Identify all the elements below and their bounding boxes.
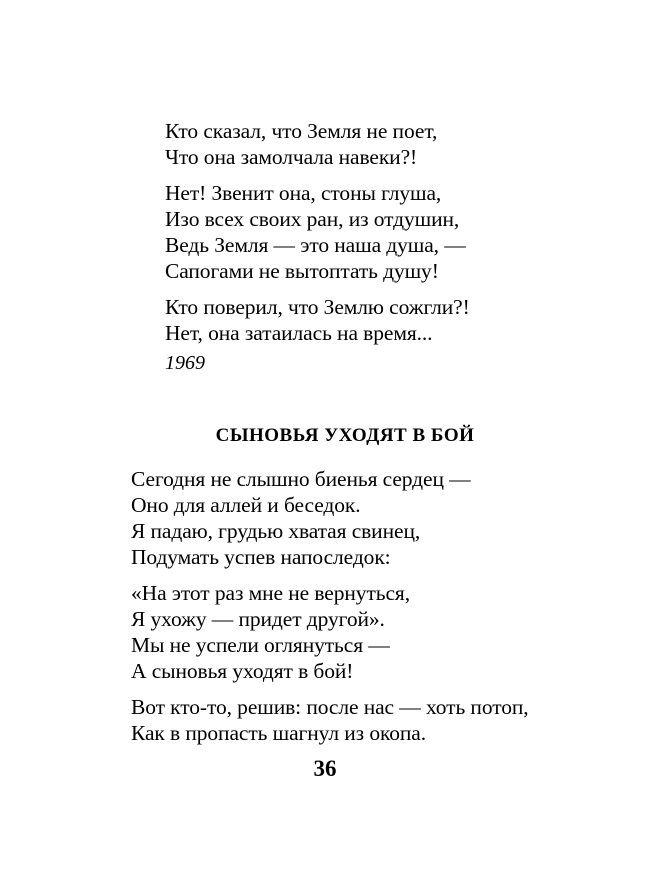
poem-line: Кто сказал, что Земля не поет, [165, 119, 438, 143]
poem-line: Оно для аллей и беседок. [131, 493, 361, 517]
poem-year: 1969 [165, 352, 205, 374]
poem-line: Вот кто-то, решив: после нас — хоть потоп, [131, 695, 529, 719]
poem-line: Нет, она затаилась на время... [165, 321, 433, 345]
poem-line: Изо всех своих ран, из отдушин, [165, 207, 460, 231]
poem-line: Сегодня не слышно биенья сердец — [131, 467, 471, 491]
page-number: 36 [313, 756, 337, 781]
poem-line: Кто поверил, что Землю сожгли?! [165, 295, 470, 319]
poem-line: Я падаю, грудью хватая свинец, [131, 519, 421, 543]
poem-line: Как в пропасть шагнул из окопа. [131, 721, 427, 745]
poem-line: Нет! Звенит она, стоны глуша, [165, 181, 442, 205]
poem-line: Я ухожу — придет другой». [131, 607, 385, 631]
poem-line: Подумать успев напоследок: [131, 545, 391, 569]
poem-line: Сапогами не вытоптать душу! [165, 259, 439, 283]
poem-line: А сыновья уходят в бой! [131, 659, 354, 683]
poem-title-text: СЫНОВЬЯ УХОДЯТ В БОЙ [215, 425, 475, 446]
poem-line: «На этот раз мне не вернуться, [131, 581, 410, 605]
poem-line: Что она замолчала навеки?! [165, 145, 418, 169]
poem-line: Мы не успели оглянуться — [131, 633, 390, 657]
poem-title [0, 424, 650, 448]
poem-line: Ведь Земля — это наша душа, — [165, 233, 466, 257]
